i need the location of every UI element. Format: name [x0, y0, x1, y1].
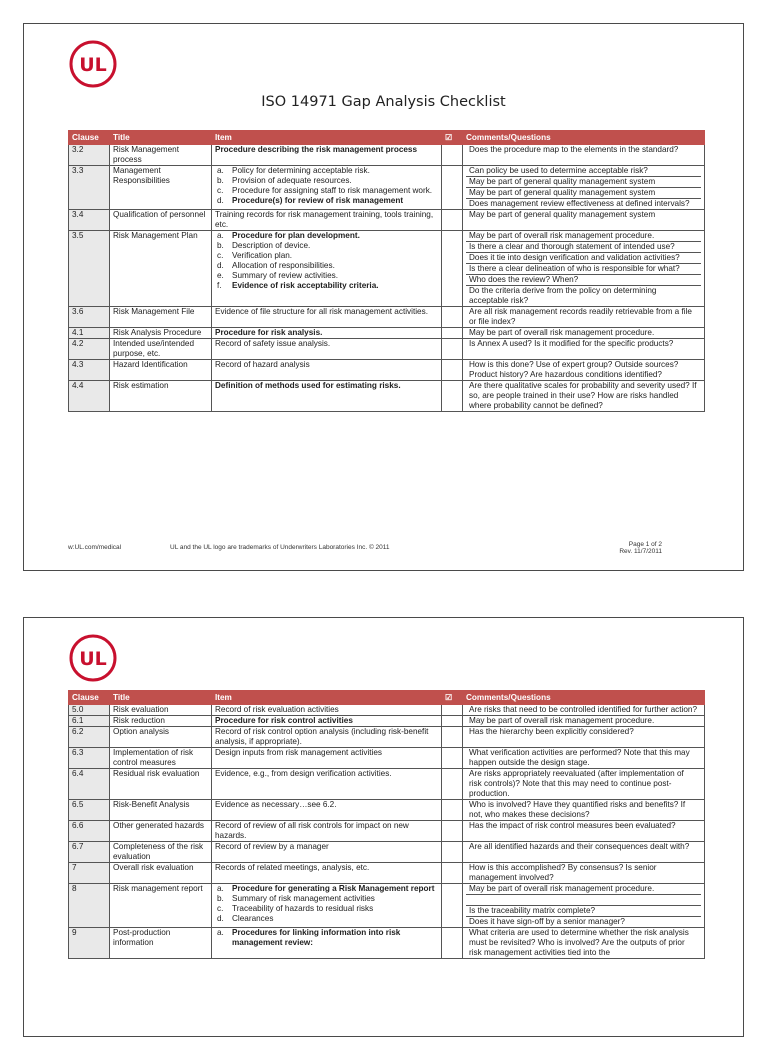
comment-entry: May be part of overall risk management procedure. — [469, 328, 655, 337]
comments-cell — [463, 928, 705, 959]
clause-cell: 6.6 — [69, 821, 110, 842]
table-row — [69, 748, 705, 769]
item-text: Procedure for plan development. — [232, 231, 360, 240]
item-cell — [212, 231, 442, 307]
item-text: Training records for risk management training, tools training, etc. — [215, 210, 434, 229]
table-header-row — [69, 131, 705, 145]
item-letter: b. — [217, 241, 224, 250]
document-title: ISO 14971 Gap Analysis Checklist — [261, 94, 506, 110]
item-text: Evidence as necessary…see 6.2. — [215, 800, 337, 809]
comment-entry: Is there a clear delineation of who is responsible for what? — [466, 264, 701, 275]
svg-text:UL: UL — [79, 54, 107, 76]
item-cell — [212, 727, 442, 748]
item-cell — [212, 748, 442, 769]
item-text: Procedure(s) for review of risk management — [232, 196, 404, 205]
clause-cell: 3.2 — [69, 145, 110, 166]
document-page-2 — [23, 617, 744, 1037]
comment-entry: Has the hierarchy been explicitly considered? — [469, 727, 634, 736]
table-row — [69, 328, 705, 339]
check-cell[interactable] — [442, 884, 463, 928]
clause-cell: 5.0 — [69, 705, 110, 716]
comment-entry: Does management review effectiveness at defined intervals? — [469, 199, 690, 208]
title-cell: Overall risk evaluation — [110, 863, 212, 884]
column-header: ☑ — [442, 131, 463, 145]
item-letter: d. — [217, 914, 224, 923]
check-cell[interactable] — [442, 928, 463, 959]
item-entry — [215, 176, 438, 186]
clause-cell: 7 — [69, 863, 110, 884]
comment-entry: May be part of overall risk management procedure. — [466, 884, 701, 895]
item-text: Procedure for risk control activities — [215, 716, 353, 725]
item-text: Traceability of hazards to residual risks — [232, 904, 374, 913]
comments-cell — [463, 727, 705, 748]
clause-cell: 3.5 — [69, 231, 110, 307]
item-text: Definition of methods used for estimating risks. — [215, 381, 401, 390]
item-text: Evidence of risk acceptability criteria. — [232, 281, 379, 290]
comments-cell — [463, 307, 705, 328]
item-entry — [215, 904, 438, 914]
check-cell[interactable] — [442, 863, 463, 884]
table-row — [69, 716, 705, 727]
comments-cell — [463, 705, 705, 716]
check-cell[interactable] — [442, 381, 463, 412]
item-entry — [215, 186, 438, 196]
item-cell — [212, 928, 442, 959]
comment-entry: Who does the review? When? — [466, 275, 701, 286]
item-cell — [212, 328, 442, 339]
comment-entry: Can policy be used to determine acceptable risk? — [466, 166, 701, 177]
comment-entry: Are all identified hazards and their consequences dealt with? — [469, 842, 690, 851]
comment-entry: May be part of general quality management system — [466, 188, 701, 199]
item-entry — [215, 241, 438, 251]
item-text: Policy for determining acceptable risk. — [232, 166, 370, 175]
comments-cell — [463, 210, 705, 231]
item-text: Procedure for generating a Risk Management report — [232, 884, 435, 893]
item-text: Evidence, e.g., from design verification activities. — [215, 769, 392, 778]
footer-url: w:UL.com/medical — [68, 544, 122, 551]
clause-cell: 6.1 — [69, 716, 110, 727]
comment-entry: How is this done? Use of expert group? Outside sources? Product history? Are hazardous conditions identified? — [469, 360, 679, 379]
gap-analysis-table — [68, 130, 705, 412]
clause-cell: 6.2 — [69, 727, 110, 748]
table-row — [69, 863, 705, 884]
check-cell[interactable] — [442, 716, 463, 727]
item-text: Summary of review activities. — [232, 271, 339, 280]
check-cell[interactable] — [442, 800, 463, 821]
comment-entry: Is the traceability matrix complete? — [466, 906, 701, 917]
item-letter: b. — [217, 894, 224, 903]
check-cell[interactable] — [442, 705, 463, 716]
table-row — [69, 145, 705, 166]
comments-cell — [463, 884, 705, 928]
comment-entry: May be part of general quality management system — [469, 210, 656, 219]
item-entry — [215, 251, 438, 261]
item-cell — [212, 705, 442, 716]
item-letter: a. — [217, 928, 224, 937]
table-row — [69, 928, 705, 959]
clause-cell: 9 — [69, 928, 110, 959]
title-cell: Hazard Identification — [110, 360, 212, 381]
comments-cell — [463, 748, 705, 769]
item-letter: a. — [217, 231, 224, 240]
title-cell: Qualification of personnel — [110, 210, 212, 231]
title-cell: Risk Management process — [110, 145, 212, 166]
item-entry — [215, 884, 438, 894]
item-entry — [215, 928, 438, 948]
check-cell[interactable] — [442, 821, 463, 842]
column-header: Clause — [69, 691, 110, 705]
title-cell: Option analysis — [110, 727, 212, 748]
item-entry — [215, 271, 438, 281]
item-text: Allocation of responsibilities. — [232, 261, 335, 270]
item-text: Records of related meetings, analysis, etc. — [215, 863, 370, 872]
item-text: Summary of risk management activities — [232, 894, 375, 903]
item-cell — [212, 842, 442, 863]
title-cell: Risk estimation — [110, 381, 212, 412]
item-letter: c. — [217, 904, 224, 913]
item-text: Record of safety issue analysis. — [215, 339, 331, 348]
title-cell: Completeness of the risk evaluation — [110, 842, 212, 863]
comment-entry: Are all risk management records readily retrievable from a file or file index? — [469, 307, 692, 326]
comment-entry: May be part of overall risk management procedure. — [466, 231, 701, 242]
check-cell[interactable] — [442, 166, 463, 210]
item-entry — [215, 196, 438, 206]
clause-cell: 4.1 — [69, 328, 110, 339]
footer-trademark: UL and the UL logo are trademarks of Underwriters Laboratories Inc. © 2011 — [170, 544, 390, 551]
comment-entry: What criteria are used to determine whether the risk analysis must be revisited? Who is involved? Are the outputs of prior risk management activities tied into the — [469, 928, 689, 957]
item-entry — [215, 894, 438, 904]
comment-entry: Are risks that need to be controlled identified for further action? — [469, 705, 698, 714]
item-cell — [212, 145, 442, 166]
check-cell[interactable] — [442, 339, 463, 360]
table-row — [69, 381, 705, 412]
table-row — [69, 210, 705, 231]
title-cell: Risk evaluation — [110, 705, 212, 716]
document-page-1 — [23, 23, 744, 571]
item-text: Record of risk evaluation activities — [215, 705, 339, 714]
column-header: Clause — [69, 131, 110, 145]
comment-entry: Does the procedure map to the elements in the standard? — [469, 145, 679, 154]
item-letter: f. — [217, 281, 222, 290]
item-text: Procedure describing the risk management process — [215, 145, 418, 154]
clause-cell: 6.7 — [69, 842, 110, 863]
item-cell — [212, 800, 442, 821]
comment-entry: May be part of overall risk management procedure. — [469, 716, 655, 725]
clause-cell: 4.4 — [69, 381, 110, 412]
title-cell: Post-production information — [110, 928, 212, 959]
item-text: Design inputs from risk management activities — [215, 748, 383, 757]
comments-cell — [463, 769, 705, 800]
title-cell: Risk Analysis Procedure — [110, 328, 212, 339]
column-header: Comments/Questions — [463, 691, 705, 705]
column-header: Title — [110, 691, 212, 705]
item-text: Record of risk control option analysis (including risk-benefit analysis, if appropriate). — [215, 727, 429, 746]
check-cell[interactable] — [442, 307, 463, 328]
comments-cell — [463, 821, 705, 842]
item-text: Verification plan. — [232, 251, 293, 260]
item-letter: d. — [217, 261, 224, 270]
title-cell: Risk Management File — [110, 307, 212, 328]
item-text: Procedure for risk analysis. — [215, 328, 323, 337]
item-cell — [212, 381, 442, 412]
clause-cell: 4.3 — [69, 360, 110, 381]
item-entry — [215, 231, 438, 241]
check-cell[interactable] — [442, 769, 463, 800]
table-row — [69, 769, 705, 800]
comments-cell — [463, 842, 705, 863]
check-cell[interactable] — [442, 145, 463, 166]
comments-cell — [463, 231, 705, 307]
clause-cell: 6.5 — [69, 800, 110, 821]
check-cell[interactable] — [442, 210, 463, 231]
comment-entry: Is there a clear and thorough statement of intended use? — [466, 242, 701, 253]
ul-logo — [69, 40, 117, 88]
item-letter: c. — [217, 186, 224, 195]
column-header: ☑ — [442, 691, 463, 705]
table-row — [69, 884, 705, 928]
table-header-row — [69, 691, 705, 705]
comment-entry: Has the impact of risk control measures been evaluated? — [469, 821, 676, 830]
title-cell: Management Responsibilities — [110, 166, 212, 210]
check-cell[interactable] — [442, 328, 463, 339]
comment-entry: Are there qualitative scales for probability and severity used? If so, are people trained in their use? How are risks handled where probability cannot be defined? — [469, 381, 697, 410]
clause-cell: 6.4 — [69, 769, 110, 800]
comments-cell — [463, 145, 705, 166]
clause-cell: 4.2 — [69, 339, 110, 360]
item-text: Description of device. — [232, 241, 311, 250]
comment-entry: How is this accomplished? By consensus? Is senior management involved? — [469, 863, 657, 882]
table-row — [69, 705, 705, 716]
comment-entry — [466, 895, 701, 906]
comment-entry: What verification activities are performed? Note that this may happen outside the design stage. — [469, 748, 690, 767]
table-row — [69, 231, 705, 307]
item-text: Record of hazard analysis — [215, 360, 310, 369]
table-row — [69, 727, 705, 748]
comments-cell — [463, 800, 705, 821]
clause-cell: 6.3 — [69, 748, 110, 769]
item-cell — [212, 769, 442, 800]
item-cell — [212, 166, 442, 210]
item-cell — [212, 821, 442, 842]
clause-cell: 8 — [69, 884, 110, 928]
item-cell — [212, 307, 442, 328]
item-letter: e. — [217, 271, 224, 280]
comments-cell — [463, 328, 705, 339]
title-cell: Other generated hazards — [110, 821, 212, 842]
clause-cell: 3.4 — [69, 210, 110, 231]
table-row — [69, 800, 705, 821]
item-cell — [212, 339, 442, 360]
item-letter: d. — [217, 196, 224, 205]
gap-analysis-table — [68, 690, 705, 959]
title-cell: Risk reduction — [110, 716, 212, 727]
item-text: Provision of adequate resources. — [232, 176, 352, 185]
comments-cell — [463, 360, 705, 381]
comment-entry: Does it have sign-off by a senior manager? — [469, 917, 625, 926]
item-text: Procedure for assigning staff to risk management work. — [232, 186, 433, 195]
item-letter: a. — [217, 884, 224, 893]
item-text: Evidence of file structure for all risk management activities. — [215, 307, 428, 316]
table-row — [69, 166, 705, 210]
comment-entry: May be part of general quality management system — [466, 177, 701, 188]
table-row — [69, 339, 705, 360]
item-text: Clearances — [232, 914, 274, 923]
table-row — [69, 821, 705, 842]
svg-text:UL: UL — [79, 648, 107, 670]
check-cell[interactable] — [442, 748, 463, 769]
comments-cell — [463, 716, 705, 727]
comment-entry: Do the criteria derive from the policy on determining acceptable risk? — [469, 286, 657, 305]
title-cell: Residual risk evaluation — [110, 769, 212, 800]
item-cell — [212, 360, 442, 381]
item-cell — [212, 863, 442, 884]
comment-entry: Who is involved? Have they quantified risks and benefits? If not, who makes these decisions? — [469, 800, 686, 819]
comment-entry: Does it tie into design verification and validation activities? — [466, 253, 701, 264]
footer-page-number: Page 1 of 2 Rev. 11/7/2011 — [619, 541, 662, 555]
item-entry — [215, 261, 438, 271]
title-cell: Risk management report — [110, 884, 212, 928]
table-row — [69, 842, 705, 863]
item-text: Record of review of all risk controls for impact on new hazards. — [215, 821, 409, 840]
item-cell — [212, 884, 442, 928]
item-entry — [215, 914, 438, 924]
clause-cell: 3.3 — [69, 166, 110, 210]
comment-entry: Is Annex A used? Is it modified for the specific products? — [469, 339, 674, 348]
title-cell: Implementation of risk control measures — [110, 748, 212, 769]
title-cell: Intended use/intended purpose, etc. — [110, 339, 212, 360]
check-cell[interactable] — [442, 360, 463, 381]
check-cell[interactable] — [442, 727, 463, 748]
title-cell: Risk-Benefit Analysis — [110, 800, 212, 821]
comments-cell — [463, 166, 705, 210]
clause-cell: 3.6 — [69, 307, 110, 328]
column-header: Comments/Questions — [463, 131, 705, 145]
title-cell: Risk Management Plan — [110, 231, 212, 307]
table-row — [69, 307, 705, 328]
comments-cell — [463, 863, 705, 884]
column-header: Item — [212, 131, 442, 145]
check-cell[interactable] — [442, 231, 463, 307]
item-cell — [212, 716, 442, 727]
comments-cell — [463, 381, 705, 412]
item-entry — [215, 166, 438, 176]
ul-logo — [69, 634, 117, 682]
item-letter: c. — [217, 251, 224, 260]
comments-cell — [463, 339, 705, 360]
item-letter: a. — [217, 166, 224, 175]
column-header: Title — [110, 131, 212, 145]
item-text: Procedures for linking information into risk management review: — [232, 928, 401, 947]
column-header: Item — [212, 691, 442, 705]
table-row — [69, 360, 705, 381]
item-text: Record of review by a manager — [215, 842, 329, 851]
item-cell — [212, 210, 442, 231]
item-entry — [215, 281, 438, 291]
item-letter: b. — [217, 176, 224, 185]
comment-entry: Are risks appropriately reevaluated (after implementation of risk controls)? Note that this may need to continue post-production. — [469, 769, 684, 798]
check-cell[interactable] — [442, 842, 463, 863]
